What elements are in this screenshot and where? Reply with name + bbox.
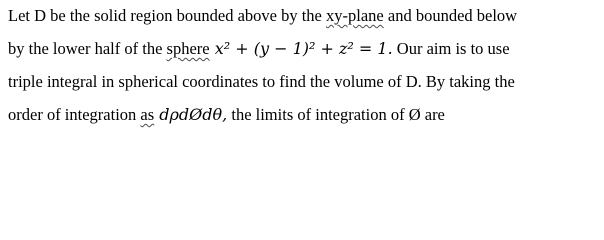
text-line-2	[8, 39, 510, 59]
text-line-4	[8, 105, 445, 125]
line2-text: by the lower half of the	[8, 39, 167, 58]
line3-text: triple integral in spherical coordinates to find the volume of D. By taking the	[8, 72, 515, 91]
line1-end: and bounded below	[383, 6, 518, 25]
xy-plane-term: xy-plane	[326, 6, 384, 25]
text-line-3	[8, 72, 515, 92]
line2-end: Our aim is to use	[392, 39, 510, 58]
line4-text: order of integration	[8, 105, 141, 124]
text-line-1	[8, 6, 517, 26]
sphere-equation: x² + (y − 1)² + z² = 1.	[209, 39, 393, 58]
line1-text: Let D be the solid region bounded above by the	[8, 6, 327, 25]
sphere-term: sphere	[166, 39, 210, 58]
line4-end: the limits of integration of Ø are	[227, 105, 445, 124]
as-term: as	[140, 105, 155, 124]
integration-order: dρdØdθ,	[154, 105, 228, 124]
